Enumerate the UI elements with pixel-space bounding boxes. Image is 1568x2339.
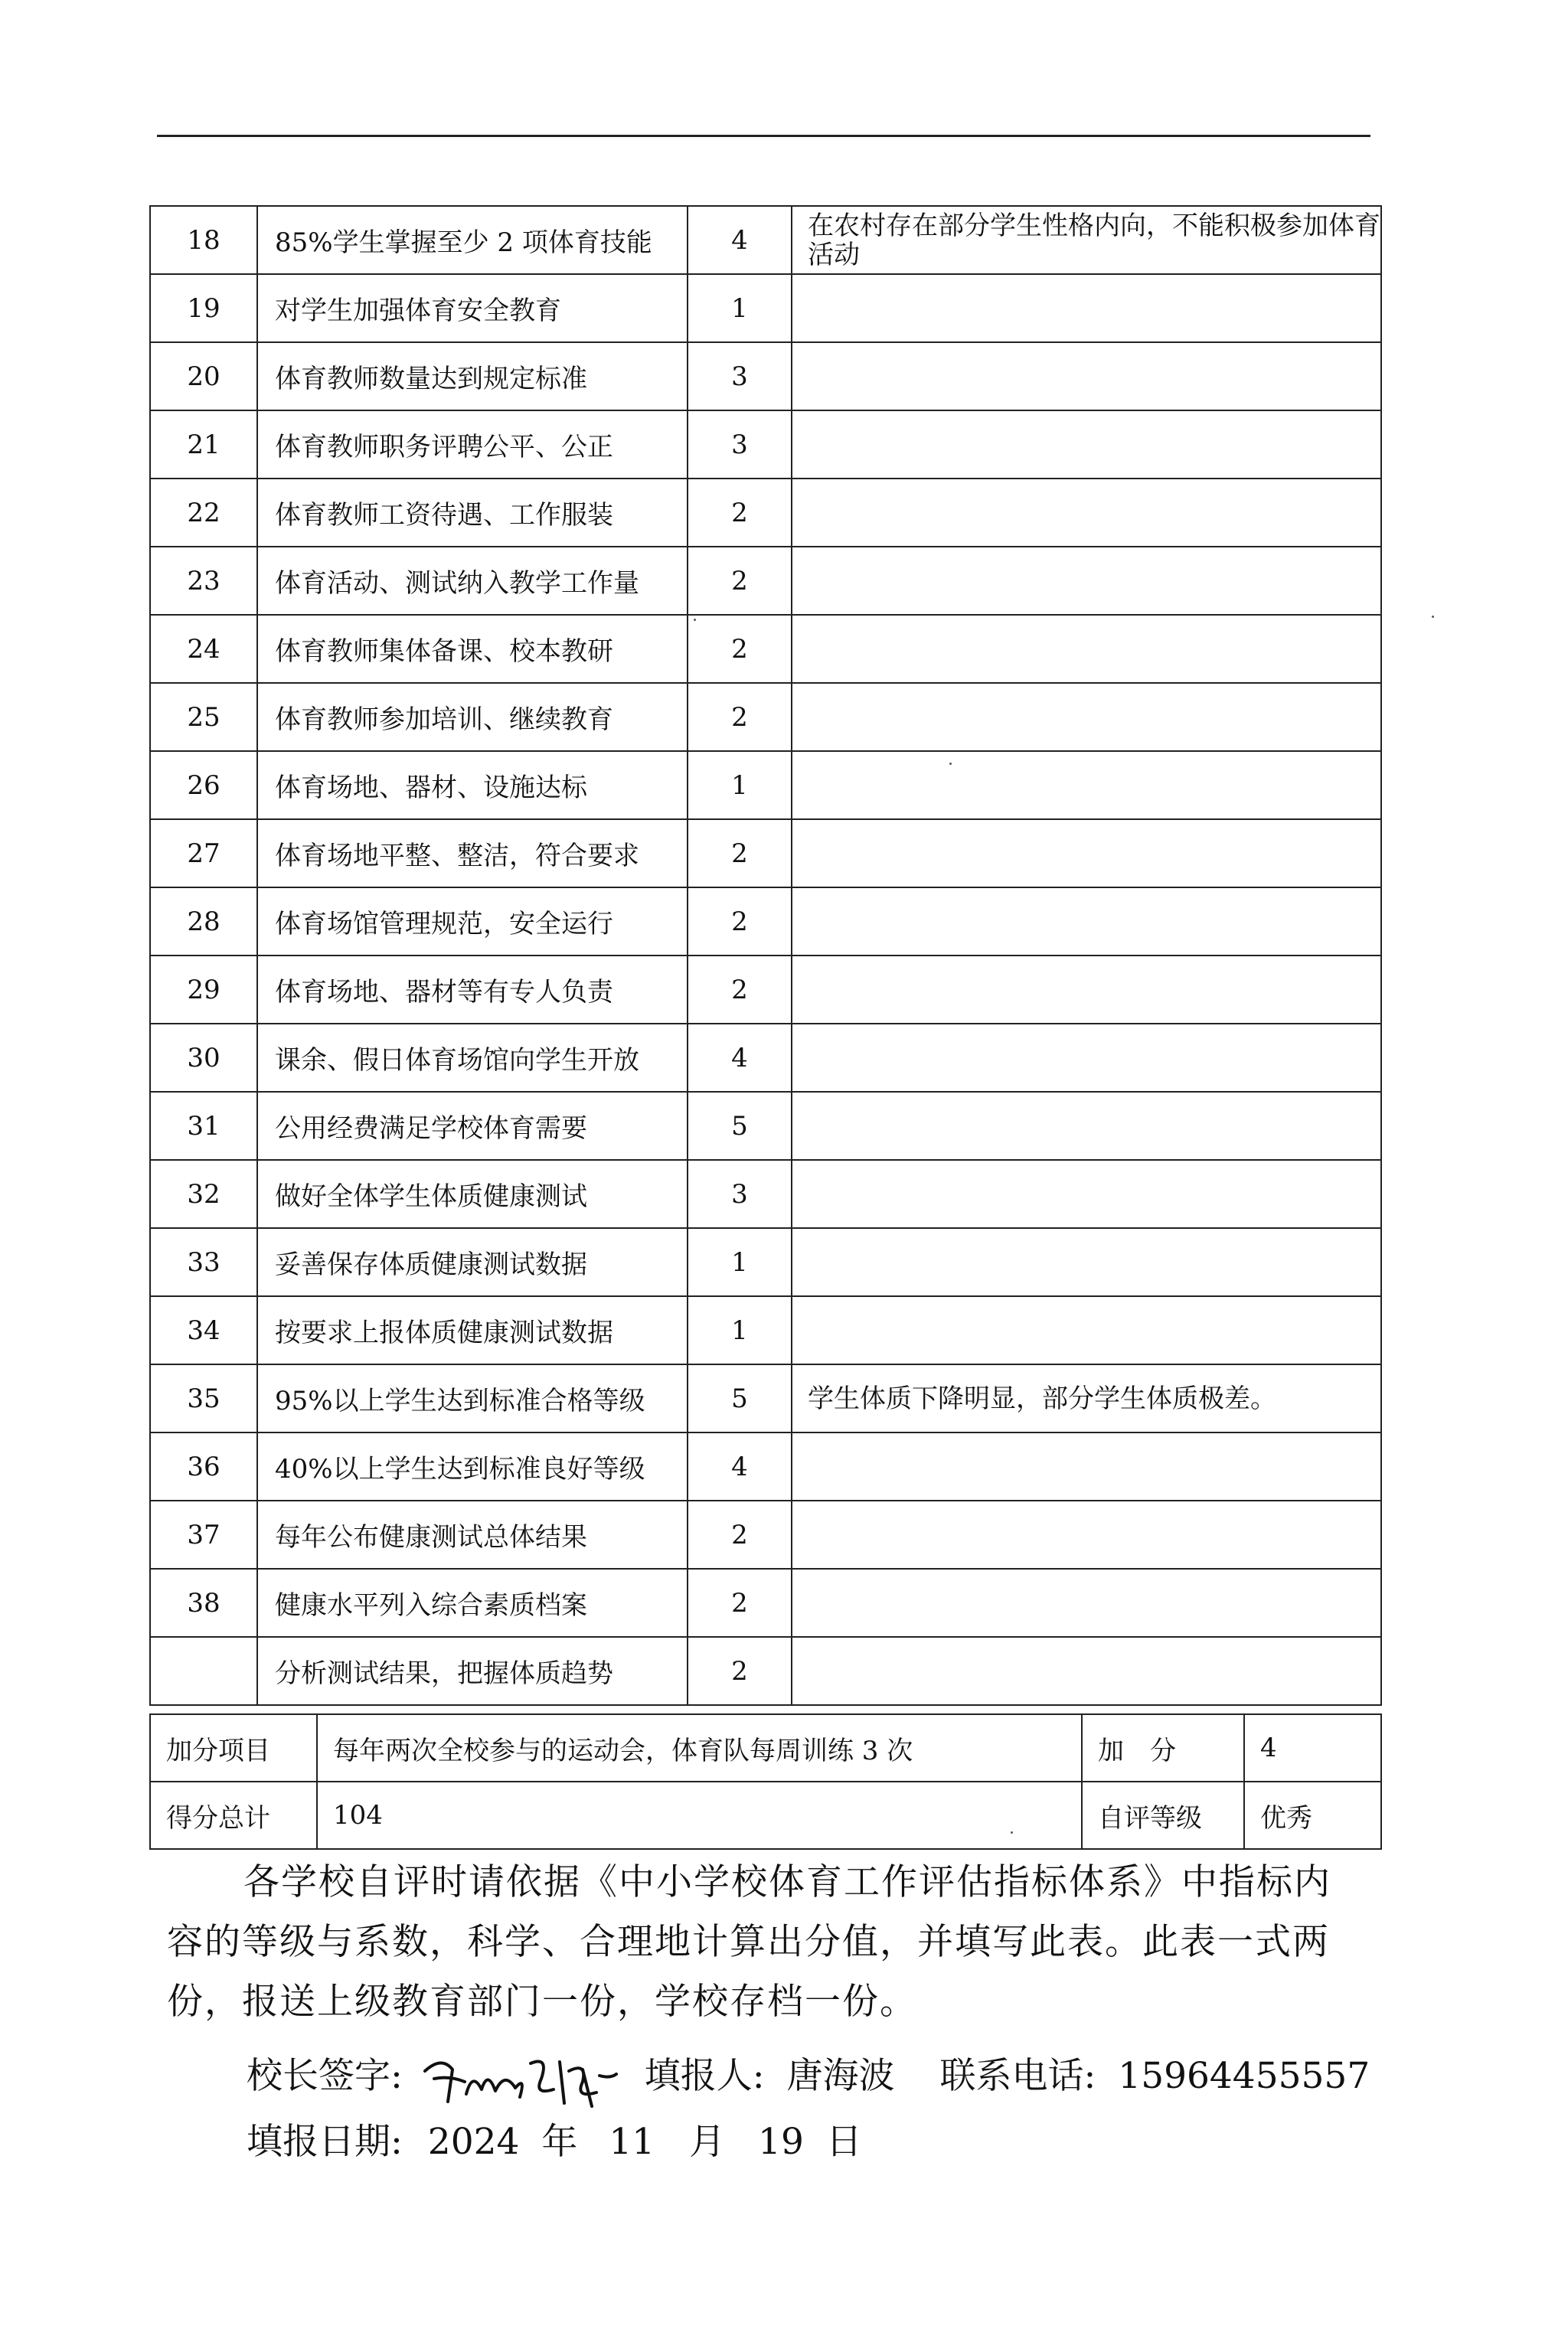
instructions-line-1: 各学校自评时请依据《中小学校体育工作评估指标体系》中指标内 [243, 1861, 1331, 1903]
table-row [150, 1364, 1381, 1432]
row-item: 体育场地平整、整洁，符合要求 [257, 819, 688, 887]
row-note [792, 1501, 1381, 1569]
row-score: 4 [688, 1024, 792, 1092]
row-number: 33 [150, 1228, 257, 1296]
bonus-desc: 每年两次全校参与的运动会，体育队每周训练 3 次 [317, 1714, 1082, 1782]
table-row [150, 1092, 1381, 1160]
row-score: 4 [688, 1432, 792, 1501]
row-number: 34 [150, 1296, 257, 1364]
row-score: 1 [688, 1228, 792, 1296]
table-row [150, 547, 1381, 615]
table-row [150, 274, 1381, 342]
row-score: 2 [688, 1637, 792, 1705]
row-score: 2 [688, 1501, 792, 1569]
row-item: 每年公布健康测试总体结果 [257, 1501, 688, 1569]
row-item: 体育场馆管理规范，安全运行 [257, 887, 688, 956]
row-note [792, 1296, 1381, 1364]
evaluation-table-body [150, 206, 1381, 1705]
row-item: 做好全体学生体质健康测试 [257, 1160, 688, 1228]
summary-table [149, 1713, 1382, 1850]
scan-speck [1432, 616, 1434, 618]
row-item: 公用经费满足学校体育需要 [257, 1092, 688, 1160]
row-number: 26 [150, 751, 257, 819]
row-note [792, 751, 1381, 819]
row-score: 2 [688, 479, 792, 547]
row-number: 31 [150, 1092, 257, 1160]
row-item: 体育教师参加培训、继续教育 [257, 683, 688, 751]
total-score: 104 [317, 1782, 1082, 1849]
total-label: 得分总计 [150, 1782, 317, 1849]
row-note [792, 683, 1381, 751]
date-year: 2024 [427, 2121, 520, 2163]
row-item: 体育教师数量达到规定标准 [257, 342, 688, 410]
scan-speck [694, 619, 696, 621]
table-row [150, 819, 1381, 887]
table-row [150, 206, 1381, 274]
row-score: 2 [688, 956, 792, 1024]
table-row [150, 1296, 1381, 1364]
row-score: 5 [688, 1364, 792, 1432]
row-item: 体育教师集体备课、校本教研 [257, 615, 688, 683]
row-note [792, 342, 1381, 410]
row-note [792, 615, 1381, 683]
row-number: 22 [150, 479, 257, 547]
row-note [792, 1569, 1381, 1637]
table-row [150, 342, 1381, 410]
row-number: 35 [150, 1364, 257, 1432]
table-row [150, 1501, 1381, 1569]
instructions-line-2: 容的等级与系数，科学、合理地计算出分值，并填写此表。此表一式两 [167, 1921, 1330, 1963]
grade-value: 优秀 [1244, 1782, 1381, 1849]
row-note [792, 1092, 1381, 1160]
row-note [792, 547, 1381, 615]
row-note [792, 956, 1381, 1024]
row-item: 妥善保存体质健康测试数据 [257, 1228, 688, 1296]
row-number: 19 [150, 274, 257, 342]
row-score: 3 [688, 410, 792, 479]
table-row [150, 1024, 1381, 1092]
date-month-unit: 月 [689, 2121, 726, 2163]
bonus-row [150, 1714, 1381, 1782]
row-score: 1 [688, 751, 792, 819]
row-item: 对学生加强体育安全教育 [257, 274, 688, 342]
row-number: 25 [150, 683, 257, 751]
row-number: 30 [150, 1024, 257, 1092]
row-number: 20 [150, 342, 257, 410]
row-number [150, 1637, 257, 1705]
row-note [792, 887, 1381, 956]
table-row [150, 410, 1381, 479]
row-score: 2 [688, 819, 792, 887]
row-score: 2 [688, 615, 792, 683]
row-note [792, 1228, 1381, 1296]
bonus-label: 加分项目 [150, 1714, 317, 1782]
row-item: 健康水平列入综合素质档案 [257, 1569, 688, 1637]
row-number: 36 [150, 1432, 257, 1501]
row-score: 2 [688, 887, 792, 956]
row-note [792, 1637, 1381, 1705]
table-row [150, 1569, 1381, 1637]
date-day: 19 [758, 2121, 804, 2163]
row-score: 2 [688, 547, 792, 615]
reporter-label: 填报人: [644, 2055, 765, 2097]
row-note: 在农村存在部分学生性格内向，不能积极参加体育活动 [792, 206, 1381, 274]
phone-number: 15964455557 [1118, 2055, 1370, 2097]
reporter-name: 唐海波 [786, 2055, 895, 2097]
table-row [150, 1160, 1381, 1228]
principal-sign-label: 校长签字: [247, 2055, 403, 2097]
row-note [792, 274, 1381, 342]
bonus-points-label: 加 分 [1082, 1714, 1244, 1782]
row-item: 95%以上学生达到标准合格等级 [257, 1364, 688, 1432]
instructions-line-3: 份，报送上级教育部门一份，学校存档一份。 [167, 1981, 917, 2023]
row-item: 85%学生掌握至少 2 项体育技能 [257, 206, 688, 274]
total-row [150, 1782, 1381, 1849]
bonus-points: 4 [1244, 1714, 1381, 1782]
row-number: 28 [150, 887, 257, 956]
table-row [150, 1432, 1381, 1501]
row-note: 学生体质下降明显，部分学生体质极差。 [792, 1364, 1381, 1432]
grade-label: 自评等级 [1082, 1782, 1244, 1849]
row-note [792, 819, 1381, 887]
top-rule [157, 135, 1370, 137]
row-score: 5 [688, 1092, 792, 1160]
date-month: 11 [609, 2121, 655, 2163]
handwritten-signature [419, 2048, 626, 2109]
table-row [150, 479, 1381, 547]
evaluation-table [149, 205, 1382, 1706]
row-note [792, 1024, 1381, 1092]
table-row [150, 1228, 1381, 1296]
row-item: 按要求上报体质健康测试数据 [257, 1296, 688, 1364]
table-row [150, 1637, 1381, 1705]
row-score: 2 [688, 1569, 792, 1637]
row-number: 29 [150, 956, 257, 1024]
row-score: 4 [688, 206, 792, 274]
row-score: 3 [688, 342, 792, 410]
row-item: 体育活动、测试纳入教学工作量 [257, 547, 688, 615]
date-year-unit: 年 [541, 2121, 578, 2163]
row-item: 课余、假日体育场馆向学生开放 [257, 1024, 688, 1092]
row-score: 3 [688, 1160, 792, 1228]
table-row [150, 615, 1381, 683]
row-item: 体育教师工资待遇、工作服装 [257, 479, 688, 547]
row-score: 1 [688, 274, 792, 342]
phone-label: 联系电话: [939, 2055, 1096, 2097]
table-row [150, 956, 1381, 1024]
row-note [792, 410, 1381, 479]
table-row [150, 683, 1381, 751]
row-item: 体育场地、器材、设施达标 [257, 751, 688, 819]
row-note [792, 479, 1381, 547]
instructions [167, 1853, 1377, 2032]
table-row [150, 887, 1381, 956]
row-item: 体育场地、器材等有专人负责 [257, 956, 688, 1024]
scan-speck [949, 763, 952, 765]
row-score: 1 [688, 1296, 792, 1364]
row-note [792, 1432, 1381, 1501]
row-number: 27 [150, 819, 257, 887]
signature-row [247, 2047, 1370, 2109]
row-note [792, 1160, 1381, 1228]
table-row [150, 751, 1381, 819]
row-number: 24 [150, 615, 257, 683]
row-number: 32 [150, 1160, 257, 1228]
row-number: 23 [150, 547, 257, 615]
row-number: 21 [150, 410, 257, 479]
date-row [247, 2113, 862, 2164]
row-number: 38 [150, 1569, 257, 1637]
scan-speck [1011, 1831, 1013, 1834]
date-label: 填报日期: [247, 2121, 403, 2163]
row-number: 18 [150, 206, 257, 274]
row-item: 40%以上学生达到标准良好等级 [257, 1432, 688, 1501]
date-day-unit: 日 [825, 2121, 862, 2163]
row-item: 体育教师职务评聘公平、公正 [257, 410, 688, 479]
row-item: 分析测试结果，把握体质趋势 [257, 1637, 688, 1705]
row-score: 2 [688, 683, 792, 751]
row-number: 37 [150, 1501, 257, 1569]
